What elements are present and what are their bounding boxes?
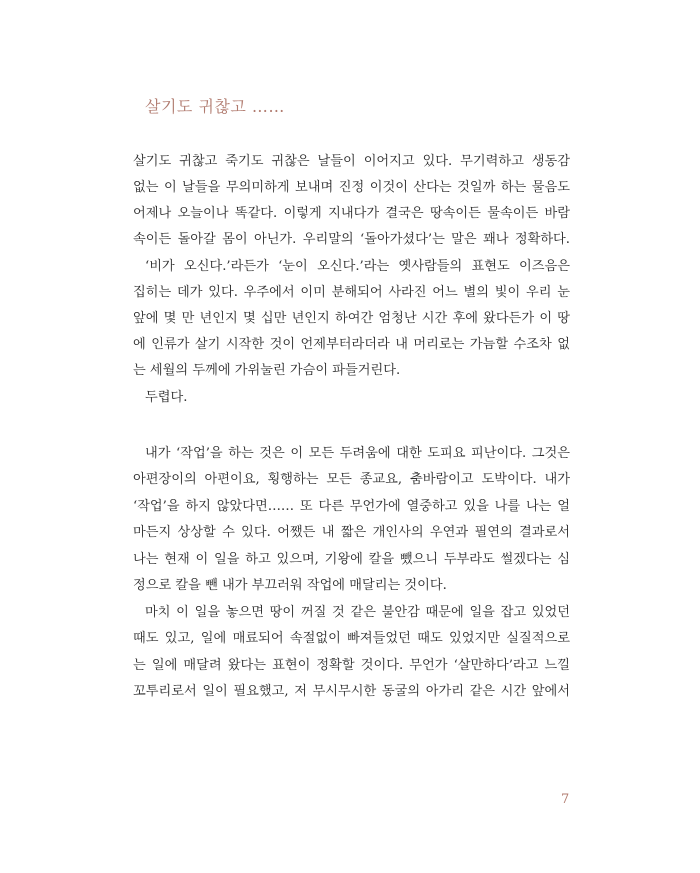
paragraph-line: 집히는 데가 있다. 우주에서 이미 분해되어 사라진 어느 별의 빛이 우리 눈 xyxy=(133,285,570,300)
paragraph-line: 아편장이의 아편이요, 횡행하는 모든 종교요, 춤바람이고 도박이다. 내가 xyxy=(133,472,570,487)
section-title: 살기도 귀찮고 …… xyxy=(145,97,285,116)
page-number: 7 xyxy=(561,792,570,807)
paragraph-line: 나는 현재 이 일을 하고 있으며, 기왕에 칼을 뺐으니 두부라도 썰겠다는 심 xyxy=(133,552,570,567)
paragraph-line: 속이든 돌아갈 몸이 아닌가. 우리말의 ‘돌아가셨다’는 말은 꽤나 정확하다. xyxy=(133,232,570,247)
paragraph-line: 에 인류가 살기 시작한 것이 언제부터라더라 내 머리로는 가늠할 수조차 없 xyxy=(133,337,570,352)
paragraph-line: 어제나 오늘이나 똑같다. 이렇게 지내다가 결국은 땅속이든 물속이든 바람 xyxy=(133,206,570,221)
paragraph-line: 마치 이 일을 놓으면 땅이 꺼질 것 같은 불안감 때문에 일을 잡고 있었던 xyxy=(145,605,570,620)
paragraph-line: 앞에 몇 만 년인지 몇 십만 년인지 하여간 엄청난 시간 후에 왔다든가 이 땅 xyxy=(133,311,570,326)
paragraph-line: 마든지 상상할 수 있다. 어쨌든 내 짧은 개인사의 우연과 필연의 결과로서 xyxy=(133,525,570,540)
paragraph-line: ‘비가 오신다.’라든가 ‘눈이 오신다.’라는 옛사람들의 표현도 이즈음은 xyxy=(145,259,570,274)
paragraph-line: 정으로 칼을 뺀 내가 부끄러워 작업에 매달리는 것이다. xyxy=(133,578,447,593)
paragraph-line: 두렵다. xyxy=(145,390,188,405)
paragraph-line: 는 일에 매달려 왔다는 표현이 정확할 것이다. 무언가 ‘살만하다’라고 느낄 xyxy=(133,658,570,673)
paragraph-line: 내가 ‘작업’을 하는 것은 이 모든 두려움에 대한 도피요 피난이다. 그것은 xyxy=(145,446,570,461)
paragraph-line: ‘작업’을 하지 않았다면…… 또 다른 무언가에 열중하고 있을 나를 나는 얼 xyxy=(133,499,570,514)
paragraph-line: 때도 있고, 일에 매료되어 속절없이 빠져들었던 때도 있었지만 실질적으로 xyxy=(133,631,570,646)
paragraph-line: 없는 이 날들을 무의미하게 보내며 진정 이것이 산다는 것일까 하는 물음도 xyxy=(133,180,570,195)
paragraph-line: 는 세월의 두께에 가위눌린 가슴이 파들거린다. xyxy=(133,363,401,378)
paragraph-line: 꼬투리로서 일이 필요했고, 저 무시무시한 동굴의 아가리 같은 시간 앞에서 xyxy=(133,684,570,699)
paragraph-line: 살기도 귀찮고 죽기도 귀찮은 날들이 이어지고 있다. 무기력하고 생동감 xyxy=(133,154,570,169)
